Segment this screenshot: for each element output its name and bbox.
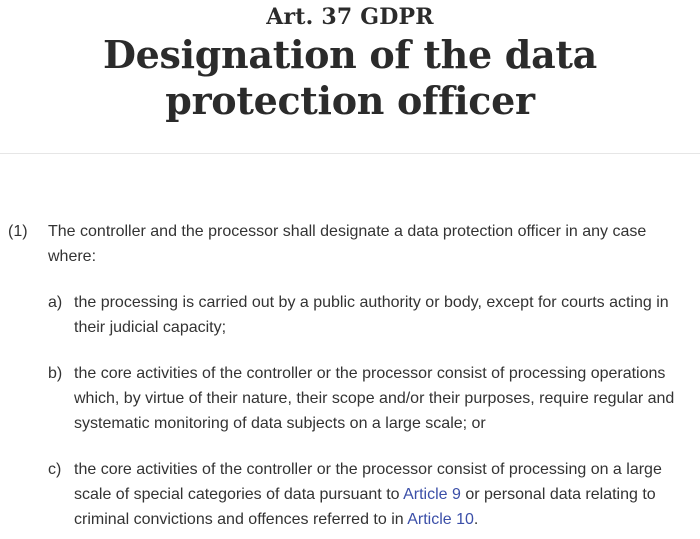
paragraph-1 <box>0 219 700 532</box>
point-b <box>48 361 692 436</box>
point-text <box>74 457 692 532</box>
header-divider <box>0 153 700 154</box>
points-list <box>48 290 692 532</box>
paragraph-intro: The controller and the processor shall designate a data protection officer in any case where: <box>48 223 647 265</box>
page-title: Designation of the data protection officer <box>103 32 597 123</box>
point-text: the core activities of the controller or the processor consist of processing operations which, by virtue of their nature, their scope and/or their purposes, require regular and systematic monitoring of data subjects on a large scale; or <box>74 365 675 432</box>
point-letter: c) <box>48 461 62 478</box>
point-text-segment: . <box>473 511 479 528</box>
article-number: Art. 37 GDPR <box>266 4 434 30</box>
article-9-link[interactable]: Article 9 <box>403 486 461 503</box>
point-a <box>48 290 692 340</box>
point-text: the processing is carried out by a public authority or body, except for courts acting in their judicial capacity; <box>74 294 669 336</box>
point-letter: b) <box>48 365 63 382</box>
article-header <box>0 0 700 124</box>
point-text-segment: the core activities of the controller or the processor consist of processing on a large scale of special categories of data pursuant to <box>74 461 662 503</box>
article-body <box>0 219 700 532</box>
paragraph-number: (1) <box>8 223 28 240</box>
point-c <box>48 457 692 532</box>
article-10-link[interactable]: Article 10 <box>407 511 474 528</box>
point-letter: a) <box>48 294 63 311</box>
point-text-segment: or personal data relating to criminal convictions and offences referred to in <box>74 486 656 528</box>
paragraph-content <box>48 219 700 532</box>
